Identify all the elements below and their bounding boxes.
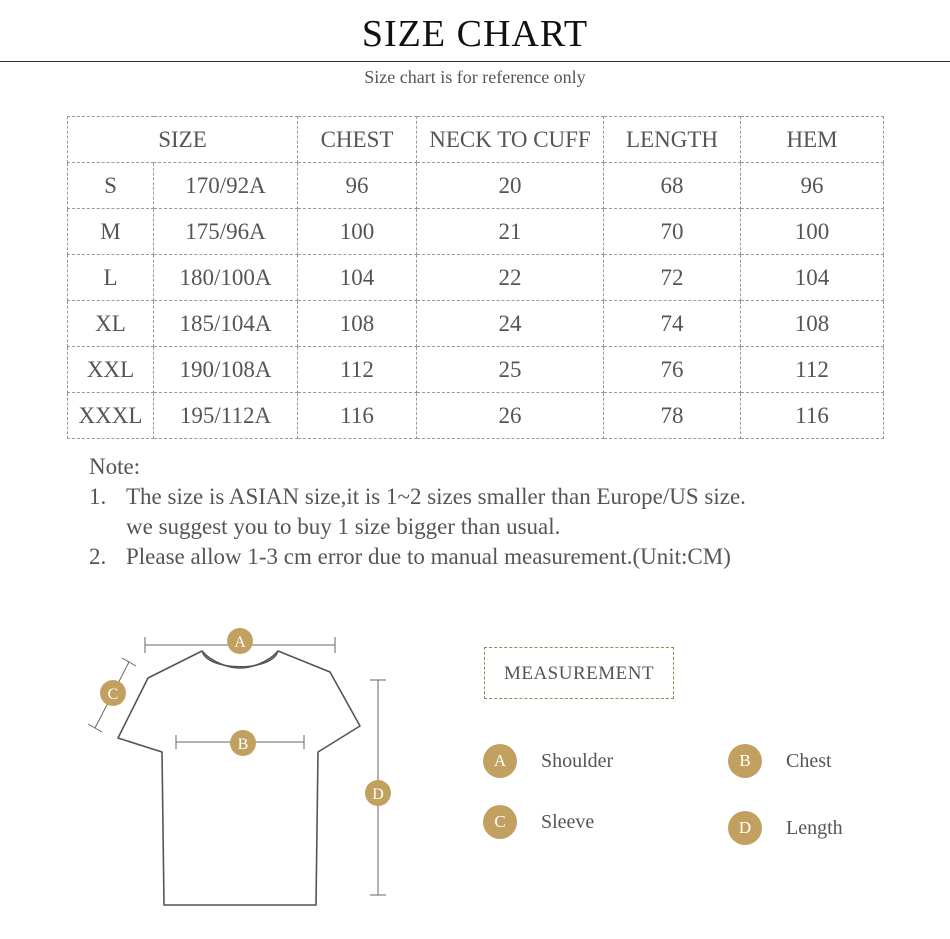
length-value: 68 <box>604 163 741 209</box>
note-text: we suggest you to buy 1 size bigger than usual. <box>126 514 561 539</box>
table-header-row <box>68 117 884 163</box>
svg-text:A: A <box>234 634 246 651</box>
neck-to-cuff-value: 24 <box>417 301 604 347</box>
tshirt-outline-icon <box>80 620 420 920</box>
legend-label-length: Length <box>786 816 843 839</box>
legend-item-sleeve <box>483 805 594 839</box>
marker-d <box>365 780 391 806</box>
length-value: 76 <box>604 347 741 393</box>
neck-to-cuff-value: 22 <box>417 255 604 301</box>
table-row <box>68 301 884 347</box>
chest-value: 116 <box>298 393 417 439</box>
header-length: LENGTH <box>604 117 741 163</box>
note-item <box>89 482 746 512</box>
hem-value: 112 <box>741 347 884 393</box>
length-value: 70 <box>604 209 741 255</box>
size-code: 170/92A <box>154 163 298 209</box>
neck-to-cuff-value: 26 <box>417 393 604 439</box>
hem-value: 116 <box>741 393 884 439</box>
size-label: XXL <box>68 347 154 393</box>
chest-value: 104 <box>298 255 417 301</box>
chest-value: 100 <box>298 209 417 255</box>
header-size: SIZE <box>68 117 298 163</box>
table-row <box>68 255 884 301</box>
chest-value: 108 <box>298 301 417 347</box>
legend-badge-a: A <box>483 744 517 778</box>
neck-to-cuff-value: 20 <box>417 163 604 209</box>
legend-badge-d: D <box>728 811 762 845</box>
legend-item-chest <box>728 744 832 778</box>
hem-value: 96 <box>741 163 884 209</box>
note-item <box>89 542 746 572</box>
size-code: 180/100A <box>154 255 298 301</box>
chest-value: 112 <box>298 347 417 393</box>
size-code: 175/96A <box>154 209 298 255</box>
hem-value: 108 <box>741 301 884 347</box>
hem-value: 100 <box>741 209 884 255</box>
length-value: 72 <box>604 255 741 301</box>
legend-label-sleeve: Sleeve <box>541 810 595 833</box>
size-label: L <box>68 255 154 301</box>
legend-badge-c: C <box>483 805 517 839</box>
table-row <box>68 393 884 439</box>
legend-badge-b: B <box>728 744 762 778</box>
title-divider <box>0 61 950 62</box>
page-title: SIZE CHART <box>361 13 589 55</box>
legend-label-chest: Chest <box>786 749 832 772</box>
length-value: 74 <box>604 301 741 347</box>
size-code: 185/104A <box>154 301 298 347</box>
legend-item-length <box>728 811 843 845</box>
size-code: 190/108A <box>154 347 298 393</box>
size-table <box>67 116 884 439</box>
chest-value: 96 <box>298 163 417 209</box>
size-label: XL <box>68 301 154 347</box>
note-number: 1. <box>89 484 107 509</box>
note-text: The size is ASIAN size,it is 1~2 sizes smaller than Europe/US size. <box>126 484 746 509</box>
note-number: 2. <box>89 544 107 569</box>
legend-item-shoulder <box>483 744 613 778</box>
size-code: 195/112A <box>154 393 298 439</box>
hem-value: 104 <box>741 255 884 301</box>
neck-to-cuff-value: 25 <box>417 347 604 393</box>
marker-b <box>230 730 256 756</box>
measurement-title: MEASUREMENT <box>484 647 674 699</box>
table-row <box>68 209 884 255</box>
tshirt-body <box>118 651 360 905</box>
svg-text:B: B <box>237 736 249 753</box>
header-chest: CHEST <box>298 117 417 163</box>
header-hem: HEM <box>741 117 884 163</box>
marker-c <box>100 680 126 706</box>
neck-to-cuff-value: 21 <box>417 209 604 255</box>
size-label: S <box>68 163 154 209</box>
note-item-continuation <box>89 512 746 542</box>
note-text: Please allow 1-3 cm error due to manual measurement.(Unit:CM) <box>126 544 731 569</box>
length-value: 78 <box>604 393 741 439</box>
size-label: M <box>68 209 154 255</box>
notes-section <box>89 452 746 572</box>
table-row <box>68 347 884 393</box>
table-row <box>68 163 884 209</box>
page-subtitle: Size chart is for reference only <box>364 67 586 87</box>
header-neck-to-cuff: NECK TO CUFF <box>417 117 604 163</box>
svg-text:D: D <box>372 786 384 803</box>
size-label: XXXL <box>68 393 154 439</box>
legend-label-shoulder: Shoulder <box>541 749 614 772</box>
marker-a <box>227 628 253 654</box>
notes-heading: Note: <box>89 454 141 479</box>
svg-text:C: C <box>107 686 119 703</box>
